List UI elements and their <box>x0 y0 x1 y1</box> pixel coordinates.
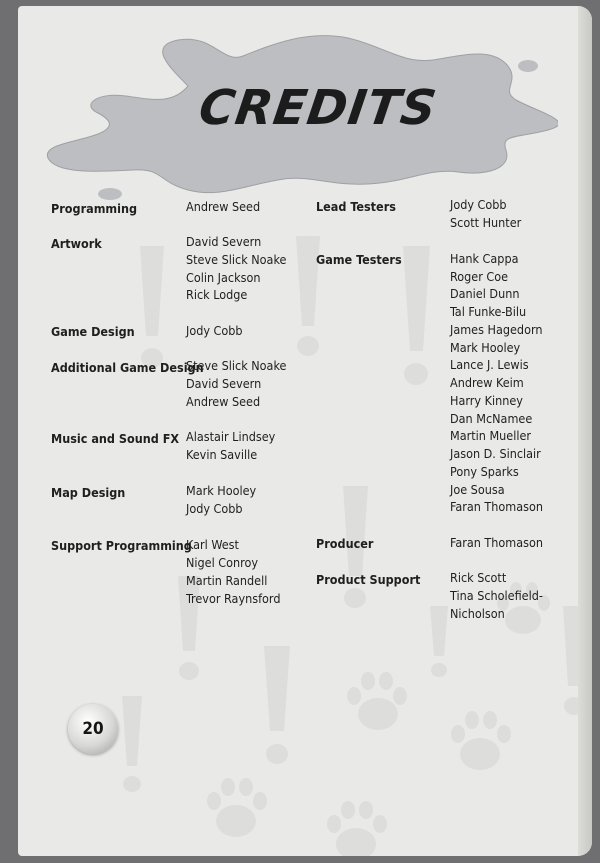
page-number-badge: 20 <box>68 704 118 754</box>
exclamation-icon <box>122 696 142 792</box>
credit-name: David Severn <box>186 376 262 391</box>
exclamation-icon <box>430 606 448 677</box>
exclamation-icon <box>140 246 164 368</box>
credit-name: Mark Hooley <box>450 340 521 355</box>
credit-name: Nigel Conroy <box>186 555 259 570</box>
credit-name: Hank Cappa <box>450 251 519 266</box>
credit-name: Daniel Dunn <box>450 286 520 301</box>
credit-name: Andrew Seed <box>186 394 261 409</box>
credit-name: Tina Scholefield- <box>450 588 543 603</box>
credit-name: Martin Mueller <box>450 428 531 443</box>
credit-name: Rick Scott <box>450 570 507 585</box>
credit-name: Harry Kinney <box>450 393 523 408</box>
credit-name: Jason D. Sinclair <box>450 446 541 461</box>
credit-name: Nicholson <box>450 606 505 621</box>
credit-name: Lance J. Lewis <box>450 357 529 372</box>
credit-label-programming: Programming <box>51 201 138 216</box>
credit-name: Scott Hunter <box>450 215 522 230</box>
credit-name: Trevor Raynsford <box>186 591 281 606</box>
credit-name: Mark Hooley <box>186 483 257 498</box>
credit-name: Jody Cobb <box>450 197 507 212</box>
exclamation-icon <box>264 646 290 764</box>
paw-print-icon <box>347 672 407 730</box>
credit-label-game-design: Game Design <box>51 324 135 339</box>
credit-label-additional-game-design: Additional Game Design <box>51 360 204 375</box>
credit-label-map-design: Map Design <box>51 485 126 500</box>
credit-name: Tal Funke-Bilu <box>450 304 527 319</box>
booklet-page <box>18 6 592 856</box>
credit-name: Martin Randell <box>186 573 268 588</box>
page-title: CREDITS <box>195 80 441 136</box>
credit-name: Colin Jackson <box>186 270 261 285</box>
paw-print-icon <box>451 711 511 770</box>
credit-label-lead-testers: Lead Testers <box>316 199 396 214</box>
credit-name: Pony Sparks <box>450 464 519 479</box>
credit-name: Andrew Keim <box>450 375 524 390</box>
credit-name: Faran Thomason <box>450 535 544 550</box>
credit-label-artwork: Artwork <box>51 236 102 251</box>
credit-label-music-sound: Music and Sound FX <box>51 431 180 446</box>
credit-name: Alastair Lindsey <box>186 429 276 444</box>
credit-name: Joe Sousa <box>450 482 505 497</box>
credit-label-game-testers: Game Testers <box>316 252 402 267</box>
credit-name: Andrew Seed <box>186 199 261 214</box>
credit-name: James Hagedorn <box>450 322 543 337</box>
credit-label-product-support: Product Support <box>316 572 421 587</box>
credit-label-support-programming: Support Programming <box>51 538 192 553</box>
credit-name: Faran Thomason <box>450 499 544 514</box>
credit-name: Jody Cobb <box>186 501 243 516</box>
credit-name: Karl West <box>186 537 239 552</box>
credit-name: Steve Slick Noake <box>186 358 287 373</box>
credit-name: Roger Coe <box>450 269 509 284</box>
exclamation-icon <box>403 246 430 385</box>
credit-name: Dan McNamee <box>450 411 533 426</box>
paw-print-icon <box>207 778 267 837</box>
credit-name: Jody Cobb <box>186 323 243 338</box>
page-edge <box>578 6 592 856</box>
credit-name: Rick Lodge <box>186 287 248 302</box>
credit-label-producer: Producer <box>316 536 374 551</box>
paw-print-icon <box>327 801 387 856</box>
credit-name: Steve Slick Noake <box>186 252 287 267</box>
credit-name: Kevin Saville <box>186 447 258 462</box>
credit-name: David Severn <box>186 234 262 249</box>
